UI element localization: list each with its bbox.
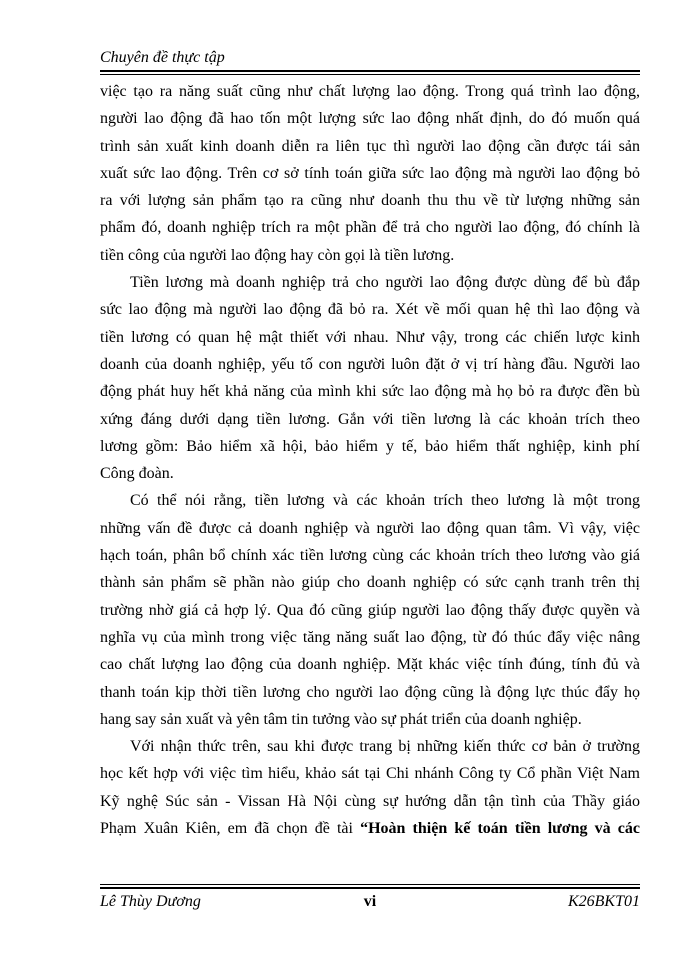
text-line: ra với lượng sản phẩm tạo ra cũng như doanh thu thu về từ lượng những sản: [100, 192, 640, 210]
text-line: doanh của doanh nghiệp, yếu tố con người luôn đặt ở vị trí hàng đầu. Người lao: [100, 355, 640, 373]
footer-class-code: K26BKT01: [567, 893, 640, 910]
text-line: trình sản xuất kinh doanh diễn ra liên tục thì người lao động cần được tái sản: [100, 137, 640, 155]
header-rule: [100, 70, 640, 72]
page-header: [100, 48, 640, 72]
text-line-with-title: [100, 815, 640, 842]
text-line: Kỹ nghệ Súc sản - Vissan Hà Nội cùng sự hướng dẫn tận tình của Thầy giáo: [100, 792, 640, 810]
text-line: Tiền lương mà doanh nghiệp trả cho người lao động được dùng để bù đắp: [130, 274, 640, 292]
text-line: phẩm đó, doanh nghiệp trích ra một phần để trả cho người lao động, đó chính là: [100, 219, 640, 237]
plain-text: Phạm Xuân Kiên, em đã chọn đề tài: [100, 820, 361, 838]
text-line: Với nhận thức trên, sau khi được trang bị những kiến thức cơ bản ở trường: [130, 738, 640, 756]
text-line: Có thể nói rằng, tiền lương và các khoản trích theo lương là một trong: [130, 492, 640, 510]
text-line: lương gồm: Bảo hiểm xã hội, bảo hiểm y tế, bảo hiểm thất nghiệp, kinh phí: [100, 437, 640, 455]
paragraph-2: [100, 269, 640, 487]
text-line: học kết hợp với việc tìm hiểu, khảo sát tại Chi nhánh Công ty Cổ phần Việt Nam: [100, 765, 640, 783]
text-line: việc tạo ra năng suất cũng như chất lượng lao động. Trong quá trình lao động,: [100, 83, 640, 100]
text-line: hang say sản xuất và yên tâm tin tưởng vào sự phát triển của doanh nghiệp.: [100, 710, 582, 728]
footer-author: Lê Thùy Dương: [100, 893, 201, 910]
text-line: hạch toán, phân bổ chính xác tiền lương cùng các khoản trích theo lương vào giá: [100, 547, 640, 565]
page-footer: [100, 892, 640, 914]
header-rule-thin: [100, 74, 640, 75]
text-line: Công đoàn.: [100, 465, 174, 483]
thesis-title: “Hoàn thiện kế toán tiền lương và các: [360, 820, 640, 838]
header-title: Chuyên đề thực tập: [100, 49, 225, 66]
text-line: tiền công của người lao động hay còn gọi là tiền lương.: [100, 246, 455, 264]
text-line: động phát huy hết khả năng của mình khi sức lao động mà họ bỏ ra được đền bù: [100, 383, 640, 401]
text-line: trường nhờ giá cả hợp lý. Qua đó cũng giúp người lao động thấy được quyền và: [100, 601, 640, 619]
text-line: những vấn đề được cả doanh nghiệp và người lao động quan tâm. Vì vậy, việc: [100, 519, 640, 537]
text-line: tiền lương có quan hệ mật thiết với nhau. Như vậy, trong các chiến lược kinh: [100, 328, 640, 346]
text-line: nghĩa vụ của mình trong việc tăng năng suất lao động, từ đó thúc đẩy việc nâng: [100, 628, 640, 646]
text-line: xứng đáng dưới dạng tiền lương. Gắn với tiền lương là các khoản trích theo: [100, 410, 640, 428]
body-text: [100, 78, 640, 842]
footer-rule-thin: [100, 884, 640, 885]
text-line: xuất sức lao động. Trên cơ sở tính toán giữa sức lao động mà người lao động bỏ: [100, 164, 640, 182]
text-line: thanh toán kịp thời tiền lương cho người lao động cũng là động lực thúc đẩy họ: [100, 683, 640, 701]
page-number: vi: [363, 893, 377, 910]
paragraph-4: [100, 733, 640, 842]
text-line: cao chất lượng lao động của doanh nghiệp. Mặt khác việc tính đúng, tính đủ và: [100, 656, 640, 674]
paragraph-1: [100, 78, 640, 269]
paragraph-3: [100, 487, 640, 733]
text-line: sức lao động mà người lao động đã bỏ ra. Xét về mối quan hệ thì lao động và: [100, 301, 640, 319]
footer-rule: [100, 887, 640, 889]
text-line: người lao động đã hao tốn một lượng sức lao động nhất định, do đó muốn quá: [100, 110, 640, 128]
text-line: thành sản phẩm sẽ phần nào giúp cho doanh nghiệp có sức cạnh tranh trên thị: [100, 574, 640, 592]
